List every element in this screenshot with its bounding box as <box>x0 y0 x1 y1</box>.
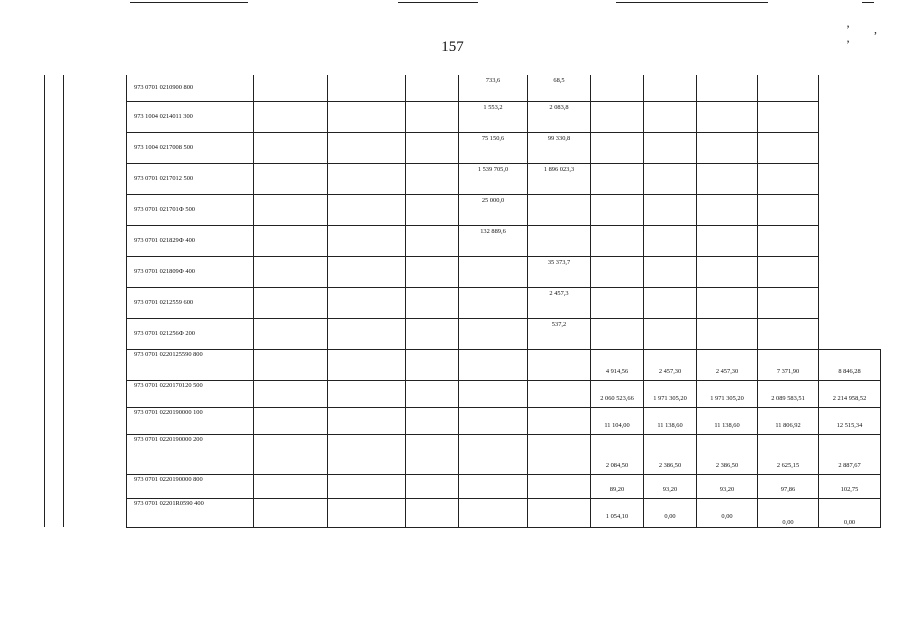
value-cell: 2 089 583,51 <box>758 380 819 407</box>
value-cell: 102,75 <box>819 474 881 498</box>
value-cell: 8 846,28 <box>819 349 881 380</box>
budget-code: 973 1004 0217008 500 <box>127 132 254 163</box>
corner-marks: ’, ’ <box>846 22 901 51</box>
top-rule-1 <box>130 2 248 3</box>
value-cell <box>459 256 528 287</box>
value-cell: 97,86 <box>758 474 819 498</box>
value-cell: 11 138,60 <box>644 407 697 434</box>
budget-code: 973 0701 021829Ф 400 <box>127 225 254 256</box>
budget-code: 973 0701 0220190000 100 <box>127 407 254 434</box>
value-cell: 2 386,50 <box>697 434 758 474</box>
value-cell: 2 386,50 <box>644 434 697 474</box>
value-cell: 12 515,34 <box>819 407 881 434</box>
budget-code: 973 0701 021809Ф 400 <box>127 256 254 287</box>
table-row <box>45 256 881 287</box>
budget-code: 973 0701 021256Ф 200 <box>127 318 254 349</box>
table-row <box>45 349 881 380</box>
value-cell: 1 971 305,20 <box>697 380 758 407</box>
outer-col-2 <box>64 75 127 527</box>
value-cell: 1 971 305,20 <box>644 380 697 407</box>
budget-code: 973 0701 0220190000 800 <box>127 474 254 498</box>
value-cell: 2 625,15 <box>758 434 819 474</box>
value-cell: 2 457,30 <box>697 349 758 380</box>
budget-code: 973 0701 021701Ф 500 <box>127 194 254 225</box>
table-row <box>45 225 881 256</box>
value-cell: 0,00 <box>819 498 881 527</box>
value-cell: 75 150,6 <box>459 132 528 163</box>
value-cell: 2 457,3 <box>528 287 591 318</box>
value-cell: 11 806,92 <box>758 407 819 434</box>
value-cell: 2 083,8 <box>528 101 591 132</box>
table-row <box>45 474 881 498</box>
value-cell: 0,00 <box>697 498 758 527</box>
table-row <box>45 407 881 434</box>
value-cell: 2 887,67 <box>819 434 881 474</box>
table-row <box>45 498 881 527</box>
value-cell: 1 054,10 <box>591 498 644 527</box>
value-cell: 1 896 023,3 <box>528 163 591 194</box>
table-row <box>45 101 881 132</box>
value-cell: 25 000,0 <box>459 194 528 225</box>
value-cell: 537,2 <box>528 318 591 349</box>
top-rule-2 <box>398 2 478 3</box>
value-cell: 11 138,60 <box>697 407 758 434</box>
value-cell: 99 330,8 <box>528 132 591 163</box>
value-cell: 2 084,50 <box>591 434 644 474</box>
value-cell: 733,6 <box>459 75 528 101</box>
budget-code: 973 0701 0220190000 200 <box>127 434 254 474</box>
value-cell <box>459 318 528 349</box>
budget-code: 973 0701 0210900 800 <box>127 75 254 101</box>
value-cell: 2 457,30 <box>644 349 697 380</box>
top-rule-4 <box>862 2 874 3</box>
outer-col-1 <box>45 75 64 527</box>
value-cell: 89,20 <box>591 474 644 498</box>
table-row <box>45 194 881 225</box>
budget-code: 973 0701 0220170120 500 <box>127 380 254 407</box>
value-cell <box>528 194 591 225</box>
table-row <box>45 380 881 407</box>
value-cell <box>528 225 591 256</box>
table-row <box>45 132 881 163</box>
budget-code: 973 1004 0214011 300 <box>127 101 254 132</box>
value-cell: 2 060 523,66 <box>591 380 644 407</box>
value-cell: 35 373,7 <box>528 256 591 287</box>
table-row <box>45 434 881 474</box>
value-cell: 1 539 705,0 <box>459 163 528 194</box>
value-cell: 68,5 <box>528 75 591 101</box>
value-cell: 4 914,56 <box>591 349 644 380</box>
value-cell: 0,00 <box>644 498 697 527</box>
top-rule-3 <box>616 2 768 3</box>
value-cell: 93,20 <box>697 474 758 498</box>
value-cell: 132 889,6 <box>459 225 528 256</box>
budget-code: 973 0701 0212559 600 <box>127 287 254 318</box>
budget-table <box>44 75 881 528</box>
table-row <box>45 75 881 101</box>
value-cell: 93,20 <box>644 474 697 498</box>
page-number: 157 <box>441 39 464 55</box>
budget-code: 973 0701 0217012 500 <box>127 163 254 194</box>
value-cell: 1 553,2 <box>459 101 528 132</box>
value-cell: 7 371,90 <box>758 349 819 380</box>
table-row <box>45 163 881 194</box>
value-cell: 11 104,00 <box>591 407 644 434</box>
table-row <box>45 318 881 349</box>
budget-code: 973 0701 02201R0590 400 <box>127 498 254 527</box>
value-cell: 2 214 958,52 <box>819 380 881 407</box>
table-row <box>45 287 881 318</box>
value-cell <box>459 287 528 318</box>
value-cell: 0,00 <box>758 498 819 527</box>
budget-code: 973 0701 0220125590 800 <box>127 349 254 380</box>
